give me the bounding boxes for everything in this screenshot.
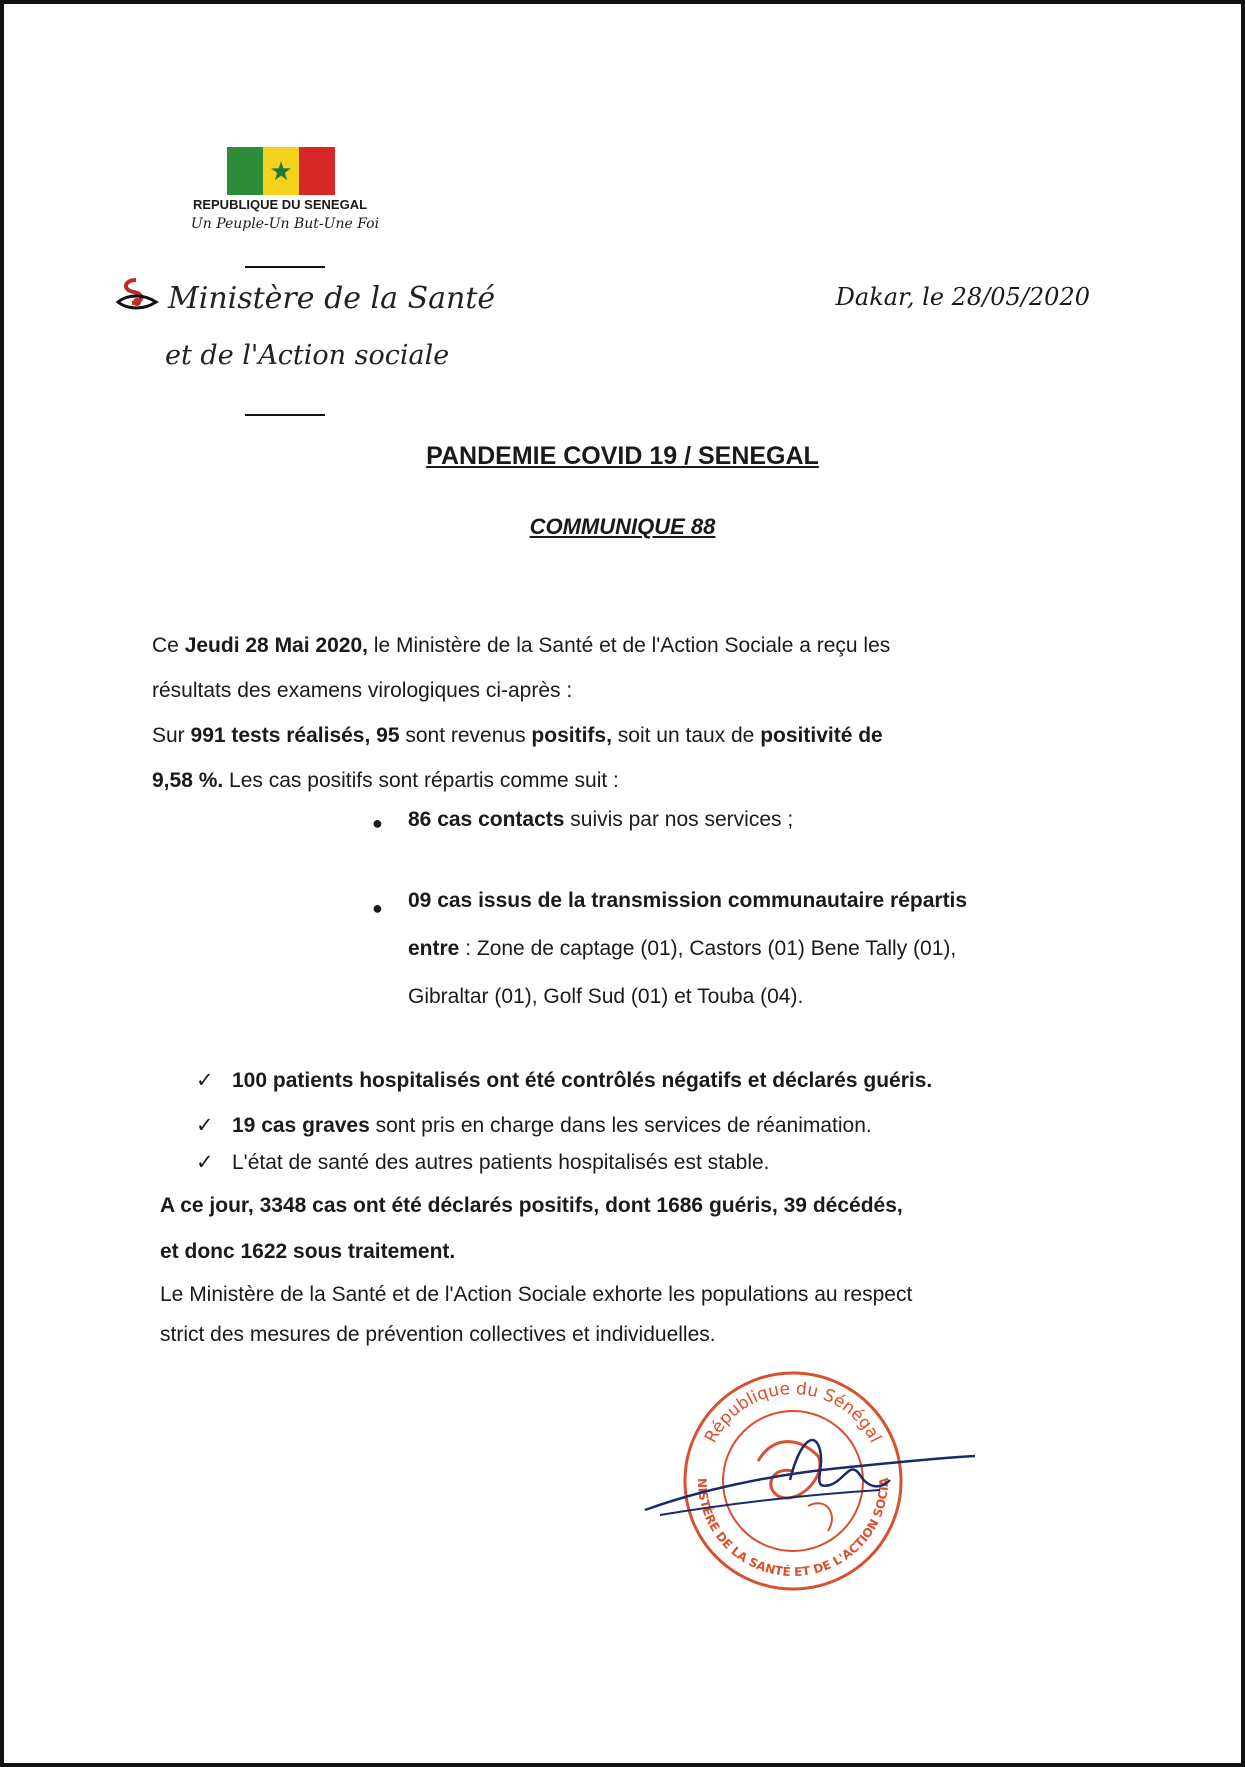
paragraph-line: Ce Jeudi 28 Mai 2020, le Ministère de la Santé et de l'Action Sociale a reçu les: [152, 634, 891, 657]
signature: [640, 1420, 980, 1530]
bullet-icon: ●: [372, 898, 383, 918]
ministry-name-line1: Ministère de la Santé: [168, 281, 496, 316]
check-item: 100 patients hospitalisés ont été contrôlés négatifs et déclarés guéris.: [232, 1069, 933, 1092]
ministry-logo-icon: [114, 276, 160, 316]
bullet-item-continued: entre : Zone de captage (01), Castors (01) Bene Tally (01),: [408, 937, 957, 960]
star-icon: ★: [269, 156, 293, 186]
closing-line: strict des mesures de prévention collectives et individuelles.: [160, 1323, 716, 1346]
bullet-icon: ●: [372, 813, 383, 833]
stamp-bottom-text: NISTÈRE DE LA SANTÉ ET DE L'ACTION SOCIA: [694, 1477, 892, 1580]
stamp-top-text: République du Sénégal: [701, 1378, 886, 1447]
bullet-item: 86 cas contacts suivis par nos services ;: [408, 808, 794, 831]
national-motto: Un Peuple-Un But-Une Foi: [190, 216, 380, 232]
senegal-flag: [227, 147, 335, 195]
checkmark-icon: ✓: [196, 1151, 214, 1174]
communique-number: COMMUNIQUE 88: [529, 514, 716, 539]
document-date: Dakar, le 28/05/2020: [835, 283, 1090, 311]
bullet-item-continued: Gibraltar (01), Golf Sud (01) et Touba (04).: [408, 985, 804, 1008]
closing-line: Le Ministère de la Santé et de l'Action Sociale exhorte les populations au respect: [160, 1283, 913, 1306]
summary-line: A ce jour, 3348 cas ont été déclarés positifs, dont 1686 guéris, 39 décédés,: [160, 1194, 903, 1217]
divider: [245, 414, 325, 416]
checkmark-icon: ✓: [196, 1114, 214, 1137]
summary-line: et donc 1622 sous traitement.: [160, 1240, 456, 1263]
document-title: PANDEMIE COVID 19 / SENEGAL: [426, 442, 819, 470]
flag-yellow-band: [263, 147, 299, 195]
paragraph-line: 9,58 %. Les cas positifs sont répartis comme suit :: [152, 769, 619, 792]
checkmark-icon: ✓: [196, 1069, 214, 1092]
check-item: L'état de santé des autres patients hospitalisés est stable.: [232, 1151, 770, 1174]
ministry-name-line2: et de l'Action sociale: [165, 340, 450, 371]
country-name: REPUBLIQUE DU SENEGAL: [192, 197, 368, 212]
check-item: 19 cas graves sont pris en charge dans les services de réanimation.: [232, 1114, 872, 1137]
divider: [245, 266, 325, 268]
flag-red-band: [299, 147, 335, 195]
flag-green-band: [227, 147, 263, 195]
bullet-item: 09 cas issus de la transmission communautaire répartis: [408, 889, 968, 912]
paragraph-line: résultats des examens virologiques ci-après :: [152, 679, 573, 702]
paragraph-line: Sur 991 tests réalisés, 95 sont revenus positifs, soit un taux de positivité de: [152, 724, 883, 747]
